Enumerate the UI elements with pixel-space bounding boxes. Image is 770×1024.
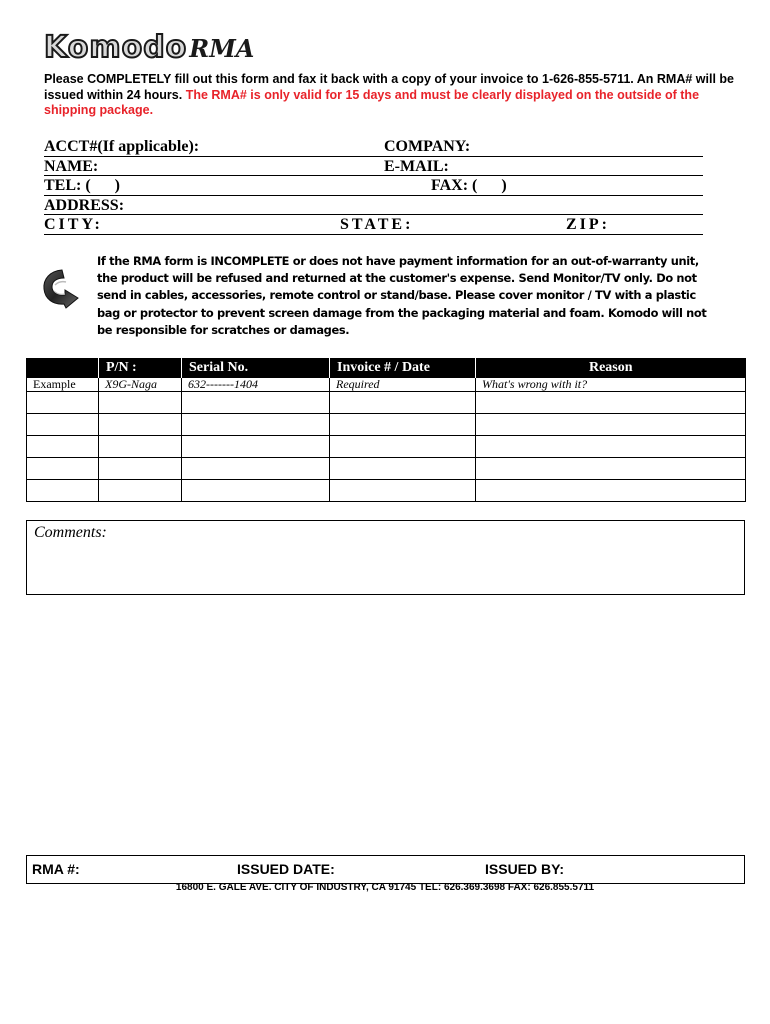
field-row-city: [44, 215, 703, 235]
cell-reason[interactable]: [476, 480, 746, 502]
cell-serial[interactable]: [182, 392, 330, 414]
instructions-text: Please COMPLETELY fill out this form and fax it back with a copy of your invoice to 1-626-855-5711. An RMA# will be issued within 24 hours.: [44, 72, 734, 102]
cell-reason[interactable]: [476, 458, 746, 480]
table-row: [27, 480, 746, 502]
state-label[interactable]: STATE:: [340, 216, 414, 234]
cell-pn[interactable]: [99, 414, 182, 436]
cell-reason[interactable]: [476, 392, 746, 414]
city-label[interactable]: CITY:: [44, 216, 103, 234]
logo-rma: RMA: [189, 34, 255, 63]
company-label[interactable]: COMPANY:: [384, 138, 471, 155]
example-label: Example: [27, 378, 99, 392]
cell-label[interactable]: [27, 480, 99, 502]
cell-serial[interactable]: [182, 458, 330, 480]
cell-pn[interactable]: [99, 392, 182, 414]
table-row-example: [27, 378, 746, 392]
field-row-acct: [44, 137, 703, 157]
logo-brand: Komodo: [44, 30, 188, 65]
field-row-address: [44, 196, 703, 216]
example-pn: X9G-Naga: [99, 378, 182, 392]
comments-box[interactable]: [26, 520, 745, 595]
header-pn: P/N :: [99, 358, 182, 378]
header-reason: Reason: [476, 358, 746, 378]
rma-number-label: RMA #:: [32, 861, 80, 877]
header-serial: Serial No.: [182, 358, 330, 378]
email-label[interactable]: E-MAIL:: [384, 157, 449, 175]
cell-invoice[interactable]: [330, 458, 476, 480]
example-invoice: Required: [330, 378, 476, 392]
cell-pn[interactable]: [99, 436, 182, 458]
city-line: [44, 234, 703, 235]
example-reason: What's wrong with it?: [476, 378, 746, 392]
customer-fields: [44, 137, 703, 235]
cell-serial[interactable]: [182, 436, 330, 458]
cell-invoice[interactable]: [330, 392, 476, 414]
cell-invoice[interactable]: [330, 480, 476, 502]
rma-items-table: [26, 358, 746, 502]
instructions-warning: The RMA# is only valid for 15 days and must be clearly displayed on the outside of the shipping package.: [44, 87, 700, 118]
cell-reason[interactable]: [476, 414, 746, 436]
cell-label[interactable]: [27, 458, 99, 480]
name-label[interactable]: NAME:: [44, 157, 99, 175]
fax-label[interactable]: FAX: ( ): [431, 177, 507, 195]
header-invoice: Invoice # / Date: [330, 358, 476, 378]
issue-box: [26, 855, 745, 884]
cell-invoice[interactable]: [330, 436, 476, 458]
field-row-name: [44, 157, 703, 177]
cell-pn[interactable]: [99, 480, 182, 502]
cell-serial[interactable]: [182, 414, 330, 436]
cell-label[interactable]: [27, 436, 99, 458]
table-row: [27, 414, 746, 436]
zip-label[interactable]: ZIP:: [566, 216, 610, 234]
cell-pn[interactable]: [99, 458, 182, 480]
footer-address: 16800 E. GALE AVE. CITY OF INDUSTRY, CA 91745 TEL: 626.369.3698 FAX: 626.855.5711: [175, 882, 595, 893]
cell-invoice[interactable]: [330, 414, 476, 436]
header-blank: [27, 358, 99, 378]
table-row: [27, 436, 746, 458]
field-row-tel: [44, 176, 703, 196]
acct-label[interactable]: ACCT#(If applicable):: [44, 138, 200, 155]
table-row: [27, 458, 746, 480]
komodo-logo: [44, 26, 254, 66]
curved-arrow-icon: [40, 267, 84, 309]
issued-by-label: ISSUED BY:: [485, 861, 565, 877]
rma-notice: If the RMA form is INCOMPLETE or does not have payment information for an out-of-warranty unit, the product will be refused and returned at the customer's expense. Send Monitor/TV only. Do not send in cables, accessories, remote control or stand/base. Please cover monitor / TV with a plastic bag or protector to prevent screen damage from the packaging material and foam. Komodo will not be responsible for scratches or damages.: [97, 254, 707, 337]
cell-reason[interactable]: [476, 436, 746, 458]
issued-date-label: ISSUED DATE:: [237, 861, 335, 877]
cell-label[interactable]: [27, 414, 99, 436]
address-label[interactable]: ADDRESS:: [44, 196, 125, 214]
cell-label[interactable]: [27, 392, 99, 414]
comments-label: Comments:: [34, 524, 107, 541]
cell-serial[interactable]: [182, 480, 330, 502]
tel-label[interactable]: TEL: ( ): [44, 177, 120, 195]
instructions: [44, 72, 734, 119]
table-row: [27, 392, 746, 414]
table-header-row: [27, 358, 746, 378]
example-serial: 632-------1404: [182, 378, 330, 392]
